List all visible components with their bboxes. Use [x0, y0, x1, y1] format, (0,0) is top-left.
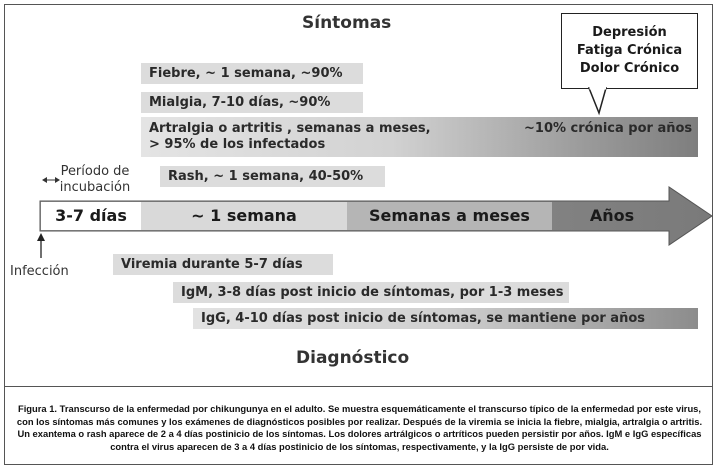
infeccion-label: Infección [10, 264, 69, 279]
callout-depresion: Depresión [592, 25, 667, 40]
rash-bar: Rash, ~ 1 semana, 40-50% [160, 166, 385, 187]
diagnostico-heading: Diagnóstico [296, 348, 410, 368]
caption-figure-label: Figura 1. [17, 403, 58, 414]
artralgia-line1: Artralgia o artritis , semanas a meses, [149, 121, 431, 136]
callout-pointer [0, 0, 719, 130]
incubation-line1: Período de [60, 164, 130, 179]
segment-anos: Años [589, 206, 635, 225]
incubation-arrow [42, 177, 60, 183]
callout-dolor: Dolor Crónico [579, 61, 680, 76]
igg-bar: IgG, 4-10 días post inicio de síntomas, se mantiene por años [193, 308, 698, 329]
viremia-bar: Viremia durante 5-7 días [113, 254, 333, 275]
segment-una-semana: ~ 1 semana [191, 206, 297, 225]
callout-fatiga: Fatiga Crónica [576, 43, 683, 58]
mialgia-bar: Mialgia, 7-10 días, ~90% [141, 92, 363, 113]
artralgia-line2: > 95% de los infectados [149, 137, 326, 152]
sintomas-heading: Síntomas [302, 13, 392, 33]
figure-caption [12, 403, 707, 453]
artralgia-chronic: ~10% crónica por años [524, 121, 693, 136]
fiebre-bar: Fiebre, ~ 1 semana, ~90% [141, 63, 363, 84]
caption-text: Transcurso de la enfermedad por chikungunya en el adulto. Se muestra esquemáticamente el transcurso típico de la enfermedad por este virus, con los síntomas más comunes y los exámenes de diagnósticos posibles por realizar. Después de la viremia se inicia la fiebre, mialgia, artralgia o artritis. Un exantema o rash aparece de 2 a 4 días postinicio de los síntomas. Los dolores artrálgicos o artríticos pueden persistir por años. IgM e IgG específicas contra el virus aparecen de 3 a 4 días postinicio de los síntomas, respectivamente, y la IgG persiste de por vida. [16, 403, 703, 452]
infeccion-arrow [37, 233, 45, 258]
igm-bar: IgM, 3-8 días post inicio de síntomas, por 1-3 meses [173, 282, 569, 303]
segment-incubacion: 3-7 días [55, 206, 127, 225]
segment-semanas-meses: Semanas a meses [369, 206, 530, 225]
incubation-line2: incubación [59, 180, 131, 195]
